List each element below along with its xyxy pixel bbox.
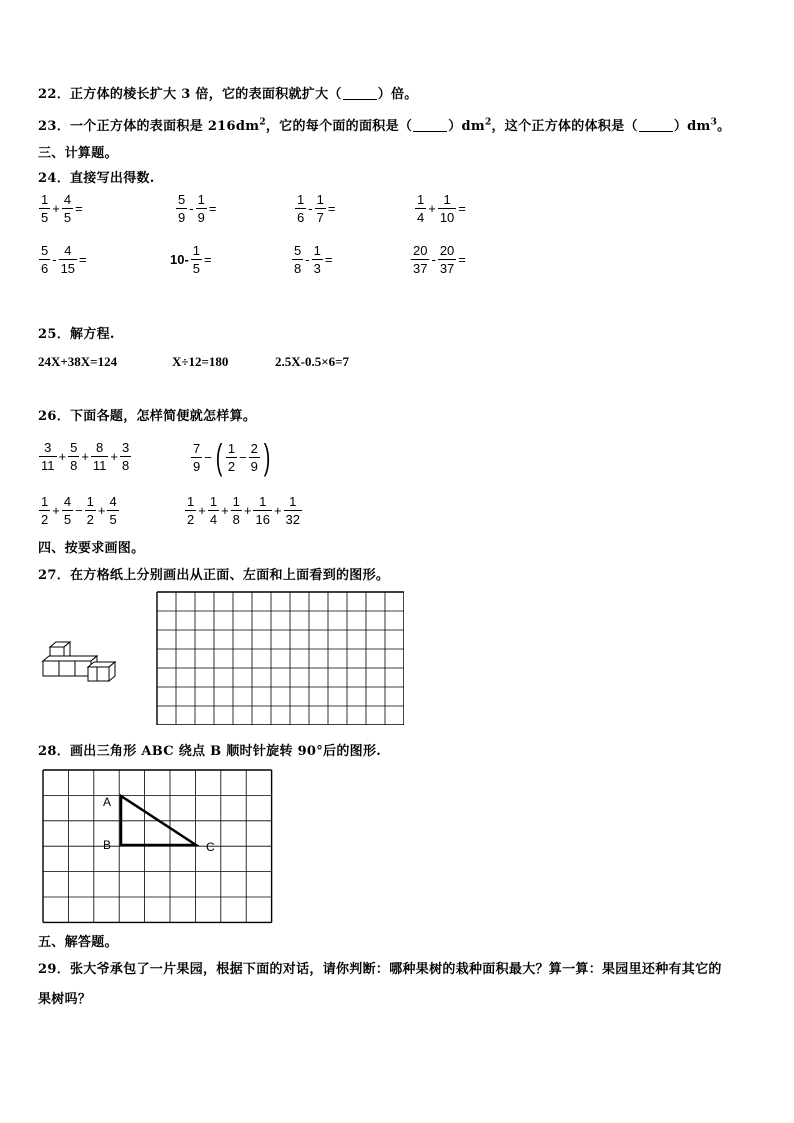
fraction: $\frac{1}{4}$ [417, 192, 425, 225]
cube-figure [40, 640, 120, 682]
square-grid-paper[interactable] [156, 591, 404, 725]
fraction: $\frac{1}{2}$ [86, 494, 94, 527]
fraction: $\frac{20}{37}$ [439, 243, 455, 276]
question-25-title: 25．解方程. [38, 327, 115, 342]
q26-expression-4: $\frac{1}{2}$ + $\frac{1}{4}$ + $\frac{1}{8}$ + $\frac{1}{16}$ + $\frac{1}{32}$ [187, 494, 301, 527]
fraction: $\frac{5}{6}$ [41, 243, 49, 276]
fraction: $\frac{1}{3}$ [313, 243, 321, 276]
triangle-grid[interactable] [42, 769, 274, 925]
q24-item-2: $\frac{5}{9}$ - $\frac{1}{9}$ = [178, 192, 217, 225]
fraction: $\frac{4}{15}$ [60, 243, 76, 276]
vertex-label-b: B [103, 838, 112, 852]
fraction: $\frac{1}{8}$ [232, 494, 240, 527]
q25-equation-1: 24X+38X=124 [38, 354, 118, 369]
q25-equation-2: X÷12=180 [172, 354, 229, 369]
q24-item-1: $\frac{1}{5}$ + $\frac{4}{5}$ = [41, 192, 83, 225]
vertex-label-c: C [206, 840, 215, 854]
section-heading-5: 五、解答题。 [38, 935, 118, 950]
q26-expression-3: $\frac{1}{2}$ + $\frac{4}{5}$ − $\frac{1}{2}$ + $\frac{4}{5}$ [41, 494, 117, 527]
q26-expression-2: $\frac{7}{9}$ − ( $\frac{1}{2}$ − $\frac{2}{9}$ ) [193, 436, 271, 477]
left-paren: ( [215, 436, 223, 477]
right-paren: ) [263, 436, 271, 477]
q26-expression-1: $\frac{3}{11}$ + $\frac{5}{8}$ + $\frac{8}{11}$ + $\frac{3}{8}$ [41, 440, 130, 473]
fraction: $\frac{1}{10}$ [439, 192, 455, 225]
fraction: $\frac{4}{5}$ [109, 494, 117, 527]
fraction: $\frac{1}{2}$ [187, 494, 195, 527]
fraction: $\frac{1}{4}$ [209, 494, 218, 527]
section-heading-3: 三、计算题。 [38, 146, 118, 161]
fraction: $\frac{4}{5}$ [63, 494, 72, 527]
question-29-line-2: 果树吗？ [38, 992, 92, 1007]
fraction: $\frac{1}{16}$ [255, 494, 270, 527]
fraction: $\frac{2}{9}$ [250, 440, 258, 474]
fraction: $\frac{3}{8}$ [122, 440, 130, 473]
cube-front-face [88, 667, 109, 681]
fraction: $\frac{1}{2}$ [41, 494, 49, 527]
fraction: $\frac{8}{11}$ [92, 440, 107, 473]
fraction: $\frac{4}{5}$ [63, 192, 72, 225]
fraction: $\frac{5}{8}$ [294, 243, 302, 276]
fraction: $\frac{1}{32}$ [285, 494, 301, 527]
q24-item-4: $\frac{1}{4}$ + $\frac{1}{10}$ = [417, 192, 466, 225]
fraction: $\frac{1}{7}$ [316, 192, 324, 225]
fraction: $\frac{1}{2}$ [227, 440, 236, 474]
section-heading-4: 四、按要求画图。 [38, 541, 145, 556]
fraction: $\frac{5}{9}$ [178, 192, 186, 225]
q24-item-6: 10- $\frac{1}{5}$ = [170, 243, 212, 276]
fraction: $\frac{1}{5}$ [41, 192, 49, 225]
q24-item-7: $\frac{5}{8}$ - $\frac{1}{3}$ = [294, 243, 333, 276]
fraction: $\frac{7}{9}$ [193, 440, 201, 474]
bottom-row-top [43, 656, 97, 661]
answer-blank[interactable] [413, 118, 447, 132]
fraction: $\frac{20}{37}$ [413, 243, 428, 276]
q24-item-8: $\frac{20}{37}$ - $\frac{20}{37}$ = [413, 243, 466, 276]
answer-blank[interactable] [343, 86, 377, 100]
question-22: 22．正方体的棱长扩大 3 倍，它的表面积就扩大（ ）倍。 [38, 87, 418, 102]
q25-equation-3: 2.5X-0.5×6=7 [275, 354, 350, 369]
cube-front-face [59, 661, 75, 676]
cube-front-face [43, 661, 59, 676]
q24-item-5: $\frac{5}{6}$ - $\frac{4}{15}$ = [41, 243, 87, 276]
answer-blank[interactable] [639, 118, 673, 132]
question-24-title: 24．直接写出得数. [38, 171, 155, 186]
question-26-title: 26．下面各题，怎样简便就怎样算。 [38, 409, 257, 424]
question-23: 23．一个正方体的表面积是 $216dm^2$，它的每个面的面积是（ ）$dm^2$，这个正方体的体积是（ ）$dm^3$。 [38, 117, 731, 134]
fraction: $\frac{1}{5}$ [192, 243, 201, 276]
fraction: $\frac{5}{8}$ [70, 440, 78, 473]
q24-item-3: $\frac{1}{6}$ - $\frac{1}{7}$ = [297, 192, 336, 225]
question-27-title: 27．在方格纸上分别画出从正面、左面和上面看到的图形。 [38, 568, 390, 583]
question-28-title: 28．画出三角形 ABC 绕点 B 顺时针旋转 90°后的图形. [38, 744, 382, 759]
fraction: $\frac{3}{11}$ [41, 440, 55, 473]
question-29-line-1: 29．张大爷承包了一片果园，根据下面的对话，请你判断：哪种果树的栽种面积最大？算一算：果园里还种有其它的 [38, 962, 722, 977]
vertex-label-a: A [103, 795, 112, 809]
fraction: $\frac{1}{6}$ [297, 192, 305, 225]
fraction: $\frac{1}{9}$ [197, 192, 205, 225]
